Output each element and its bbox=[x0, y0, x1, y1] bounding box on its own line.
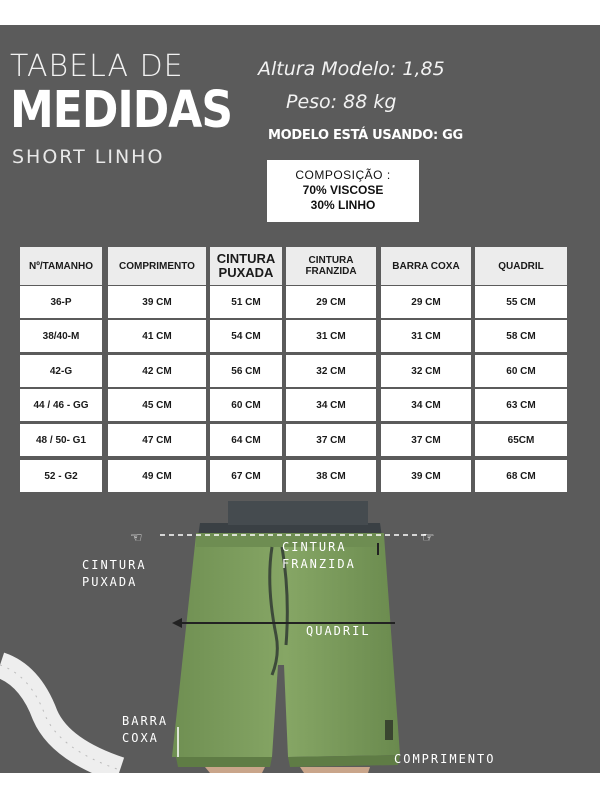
measuring-tape bbox=[0, 665, 120, 770]
table-cell-comprimento: 49 CM bbox=[108, 460, 206, 492]
table-cell-cintura-franzida: 29 CM bbox=[286, 286, 376, 318]
header-comprimento: COMPRIMENTO bbox=[108, 247, 206, 285]
label-cintura-franzida: CINTURA FRANZIDA bbox=[282, 540, 356, 571]
label-comprimento: COMPRIMENTO bbox=[394, 752, 496, 766]
label-quadril: QUADRIL bbox=[306, 624, 371, 638]
table-cell-cintura-puxada: 60 CM bbox=[210, 389, 282, 421]
table-cell-tamanho: 44 / 46 - GG bbox=[20, 389, 102, 421]
table-cell-cintura-puxada: 64 CM bbox=[210, 424, 282, 456]
table-cell-quadril: 63 CM bbox=[475, 389, 567, 421]
table-cell-cintura-puxada: 54 CM bbox=[210, 320, 282, 352]
table-cell-tamanho: 48 / 50- G1 bbox=[20, 424, 102, 456]
shorts-illustration bbox=[0, 495, 600, 773]
table-cell-quadril: 65CM bbox=[475, 424, 567, 456]
table-cell-cintura-puxada: 67 CM bbox=[210, 460, 282, 492]
model-height: Altura Modelo: 1,85 bbox=[258, 58, 445, 80]
table-cell-cintura-franzida: 37 CM bbox=[286, 424, 376, 456]
table-cell-quadril: 55 CM bbox=[475, 286, 567, 318]
table-cell-comprimento: 39 CM bbox=[108, 286, 206, 318]
table-cell-comprimento: 42 CM bbox=[108, 355, 206, 387]
hip-arrow-head bbox=[172, 618, 182, 628]
table-cell-quadril: 68 CM bbox=[475, 460, 567, 492]
composition-line2: 30% LINHO bbox=[310, 198, 376, 212]
hem-left bbox=[176, 757, 272, 767]
header-cintura-franzida: CINTURA FRANZIDA bbox=[286, 247, 376, 285]
model-weight: Peso: 88 kg bbox=[286, 91, 397, 113]
table-cell-cintura-puxada: 56 CM bbox=[210, 355, 282, 387]
table-cell-quadril: 58 CM bbox=[475, 320, 567, 352]
composition-box bbox=[267, 160, 419, 222]
label-barra-coxa: BARRA COXA bbox=[122, 714, 169, 745]
table-cell-barra-coxa: 39 CM bbox=[381, 460, 471, 492]
table-cell-barra-coxa: 31 CM bbox=[381, 320, 471, 352]
hem-right bbox=[288, 755, 400, 767]
table-cell-barra-coxa: 37 CM bbox=[381, 424, 471, 456]
composition-line1: 70% VISCOSE bbox=[302, 183, 384, 197]
table-cell-tamanho: 42-G bbox=[20, 355, 102, 387]
table-cell-barra-coxa: 32 CM bbox=[381, 355, 471, 387]
header-cintura-puxada: CINTURA PUXADA bbox=[210, 247, 282, 285]
leg-right bbox=[300, 767, 370, 773]
table-cell-cintura-franzida: 32 CM bbox=[286, 355, 376, 387]
title-subtitle: SHORT LINHO bbox=[12, 146, 165, 168]
table-cell-cintura-franzida: 38 CM bbox=[286, 460, 376, 492]
table-cell-cintura-franzida: 34 CM bbox=[286, 389, 376, 421]
table-cell-barra-coxa: 34 CM bbox=[381, 389, 471, 421]
hand-right-icon: ☞ bbox=[422, 529, 435, 545]
table-cell-tamanho: 38/40-M bbox=[20, 320, 102, 352]
table-cell-barra-coxa: 29 CM bbox=[381, 286, 471, 318]
table-cell-tamanho: 36-P bbox=[20, 286, 102, 318]
size-chart-canvas bbox=[0, 25, 600, 773]
header-tamanho: Nº/TAMANHO bbox=[20, 247, 102, 285]
header-quadril: QUADRIL bbox=[475, 247, 567, 285]
table-cell-comprimento: 41 CM bbox=[108, 320, 206, 352]
model-size: MODELO ESTÁ USANDO: GG bbox=[268, 128, 463, 143]
header-barra-coxa: BARRA COXA bbox=[381, 247, 471, 285]
table-cell-cintura-franzida: 31 CM bbox=[286, 320, 376, 352]
composition-title: COMPOSIÇÃO : bbox=[295, 168, 391, 182]
leg-left bbox=[205, 767, 265, 773]
hand-left-icon: ☜ bbox=[130, 529, 143, 545]
title-line2: MEDIDAS bbox=[10, 81, 233, 140]
table-cell-tamanho: 52 - G2 bbox=[20, 460, 102, 492]
table-cell-comprimento: 47 CM bbox=[108, 424, 206, 456]
shirt-bottom bbox=[228, 501, 368, 525]
shorts-label bbox=[385, 720, 393, 740]
table-cell-comprimento: 45 CM bbox=[108, 389, 206, 421]
table-cell-quadril: 60 CM bbox=[475, 355, 567, 387]
title-line1: TABELA DE bbox=[10, 49, 184, 84]
table-cell-cintura-puxada: 51 CM bbox=[210, 286, 282, 318]
model-photo bbox=[0, 495, 600, 773]
label-cintura-puxada: CINTURA PUXADA bbox=[82, 558, 147, 589]
